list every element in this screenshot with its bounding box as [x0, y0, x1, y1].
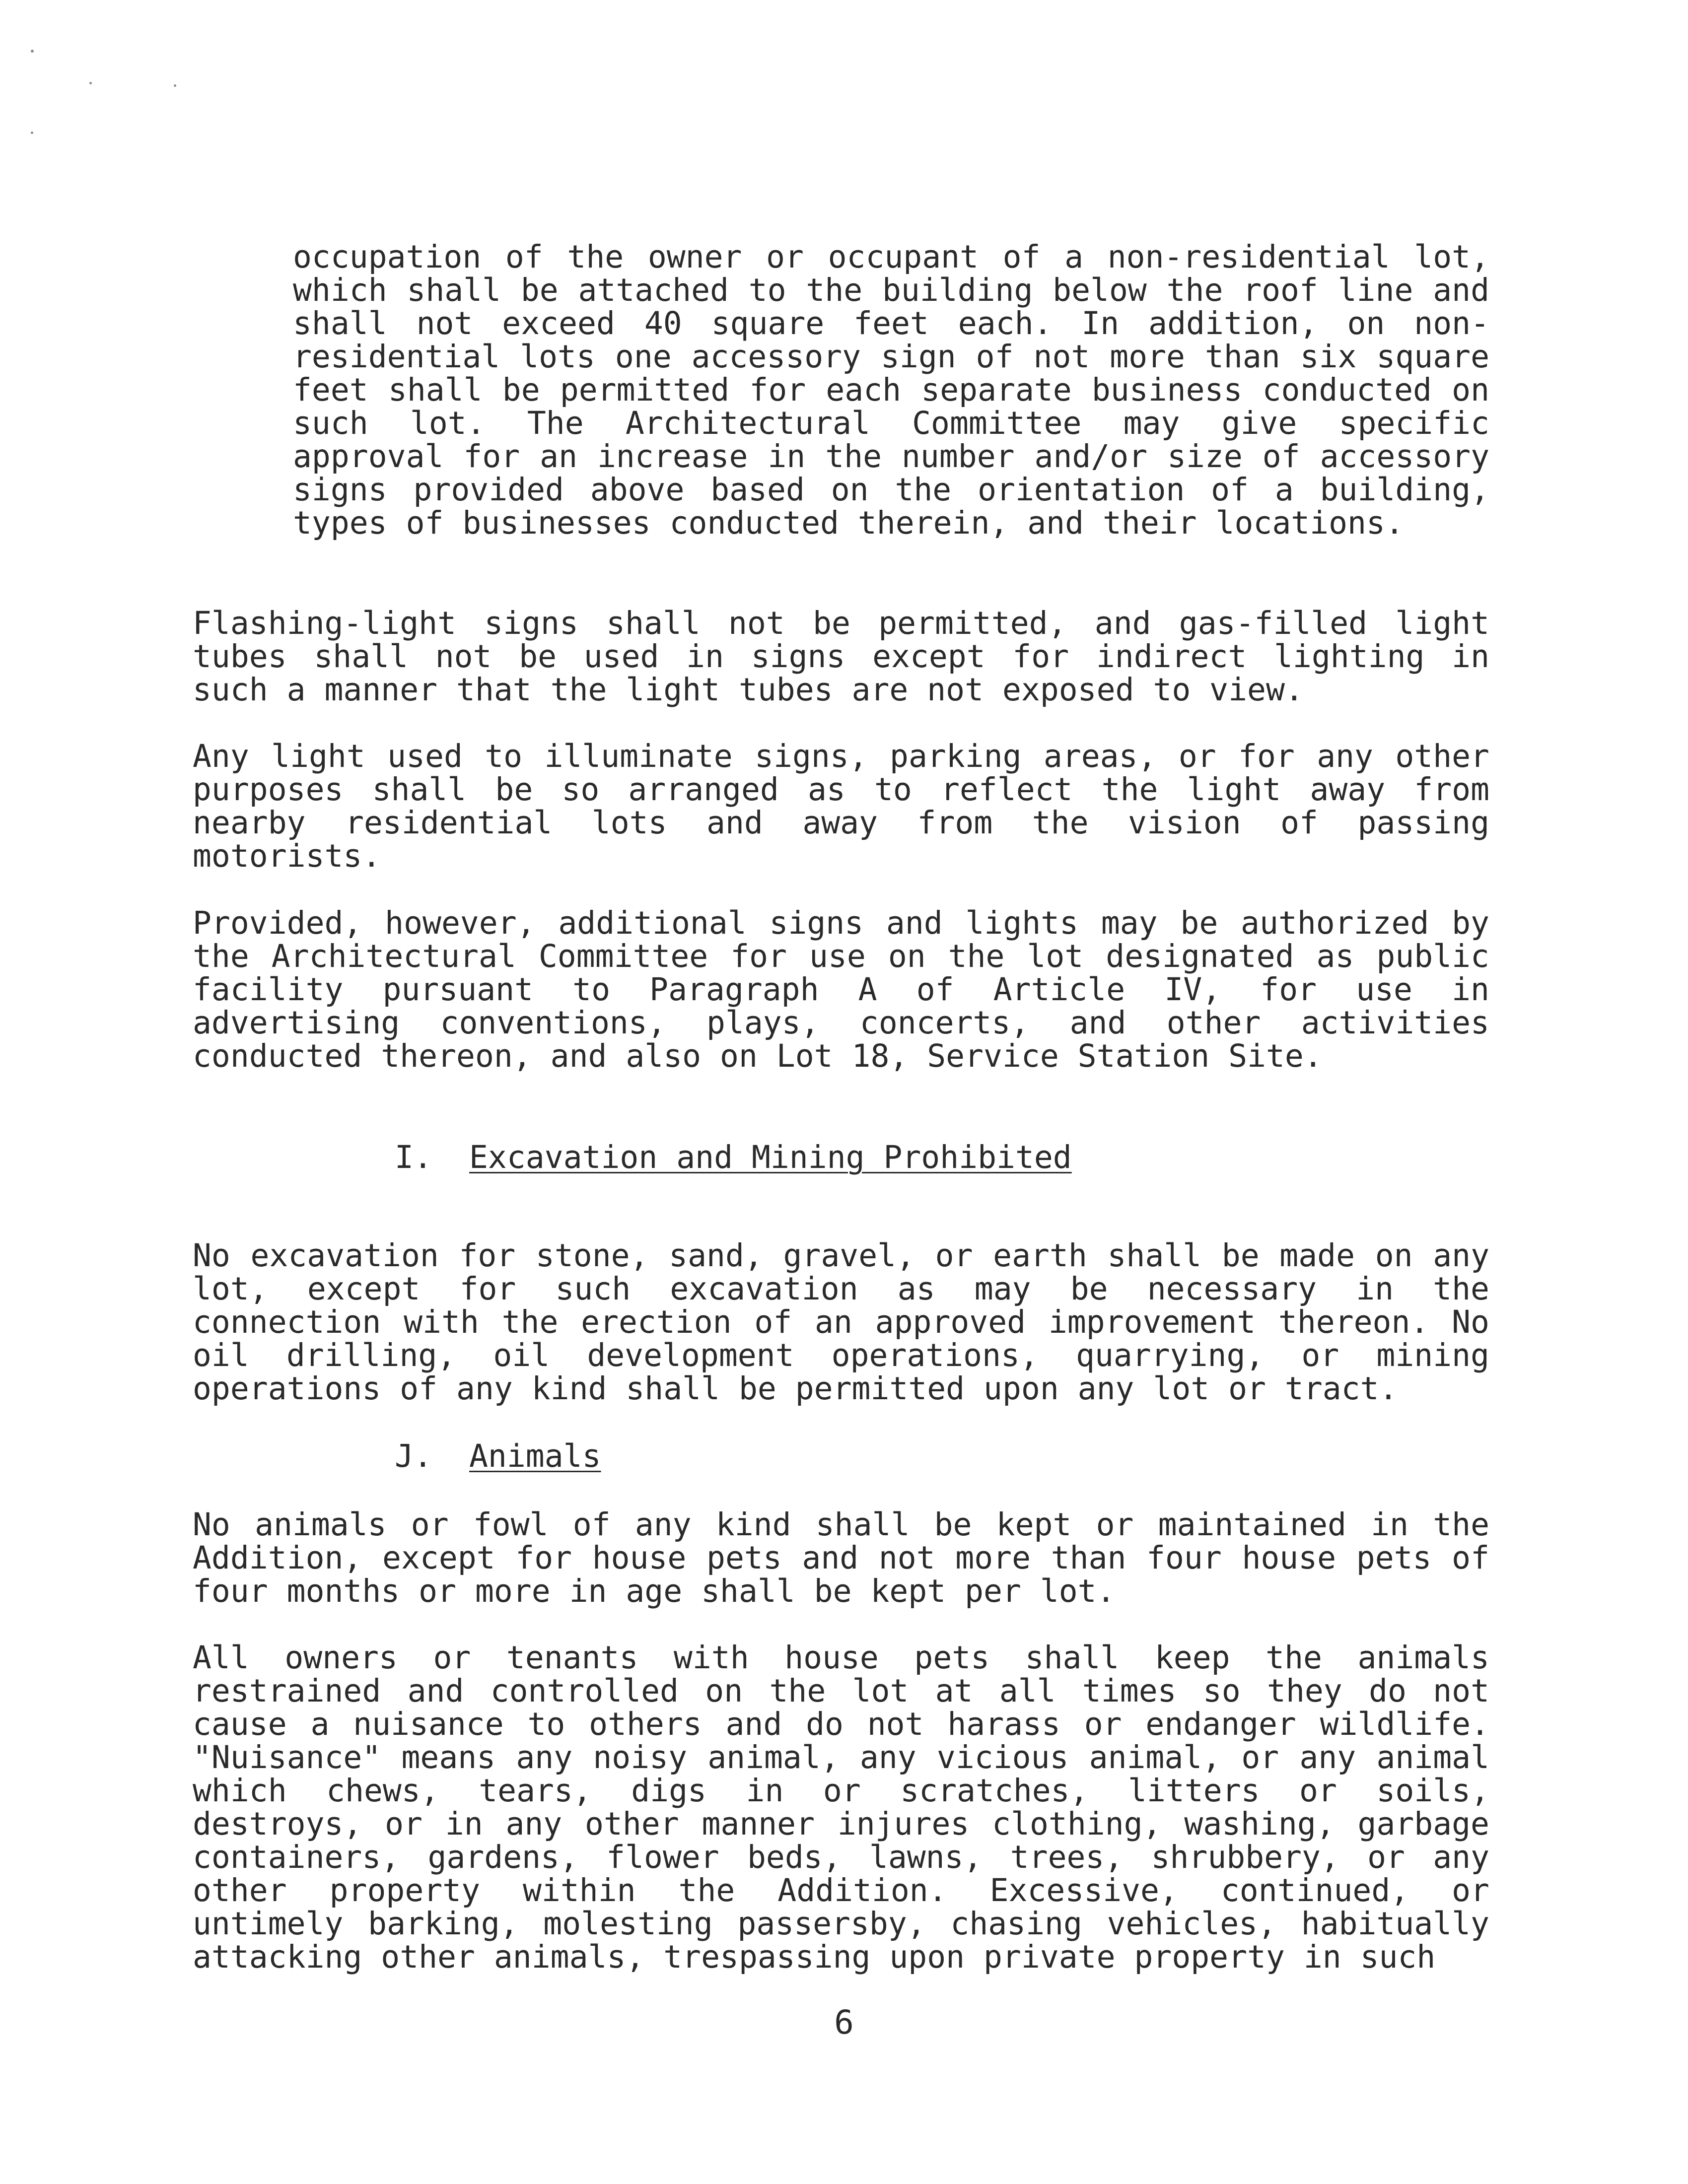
- section-heading-excavation: [395, 1141, 1072, 1174]
- paragraph-animals-restrained: All owners or tenants with house pets shall keep the animals restrained and controlled on the lot at all times so they do not cause a nuisance to others and do not harass or endanger wildlife. "Nuisance" means any noisy animal, any vicious animal, or any animal which chews, tears, digs in or scratches, litters or soils, destroys, or in any other manner injures clothing, washing, garbage containers, gardens, flower beds, lawns, trees, shrubbery, or any other property within the Addition. Excessive, continued, or untimely barking, molesting passersby, chasing vehicles, habitually attacking other animals, trespassing upon private property in such: [193, 1639, 1489, 1975]
- scan-speck: [174, 84, 176, 87]
- paragraph-accessory-signs: occupation of the owner or occupant of a non-residential lot, which shall be attached to the building below the roof line and shall not exceed 40 square feet each. In addition, on non-residential lots one accessory sign of not more than six square feet shall be permitted for each separate business conducted on such lot. The Architectural Committee may give specific approval for an increase in the number and/or size of accessory signs provided above based on the orientation of a building, types of businesses conducted therein, and their locations.: [293, 239, 1489, 541]
- paragraph-flashing-lights: Flashing-light signs shall not be permitted, and gas-filled light tubes shall not be used in signs except for indirect lighting in such a manner that the light tubes are not exposed to view.: [193, 605, 1489, 708]
- section-title: Animals: [469, 1438, 601, 1474]
- section-heading-animals: [395, 1439, 601, 1473]
- paragraph-excavation: No excavation for stone, sand, gravel, or earth shall be made on any lot, except for such excavation as may be necessary in the connection with the erection of an approved improvement thereon. No oil drilling, oil development operations, quarrying, or mining operations of any kind shall be permitted upon any lot or tract.: [193, 1237, 1489, 1407]
- section-title: Excavation and Mining Prohibited: [469, 1139, 1072, 1175]
- scan-speck: [89, 82, 92, 84]
- paragraph-additional-signs: Provided, however, additional signs and lights may be authorized by the Architectural Committee for use on the lot designated as public facility pursuant to Paragraph A of Article IV, for use in advertising conventions, plays, concerts, and other activities conducted thereon, and also on Lot 18, Service Station Site.: [193, 905, 1489, 1074]
- paragraph-illumination: Any light used to illuminate signs, parking areas, or for any other purposes shall be so arranged as to reflect the light away from nearby residential lots and away from the vision of passing motorists.: [193, 738, 1489, 874]
- page-number: 6: [834, 2003, 854, 2042]
- scan-speck: [31, 50, 34, 53]
- scan-speck: [31, 132, 33, 134]
- section-number: J.: [395, 1438, 432, 1474]
- paragraph-animals-kept: No animals or fowl of any kind shall be kept or maintained in the Addition, except for house pets and not more than four house pets of four months or more in age shall be kept per lot.: [193, 1506, 1489, 1609]
- section-number: I.: [395, 1139, 432, 1175]
